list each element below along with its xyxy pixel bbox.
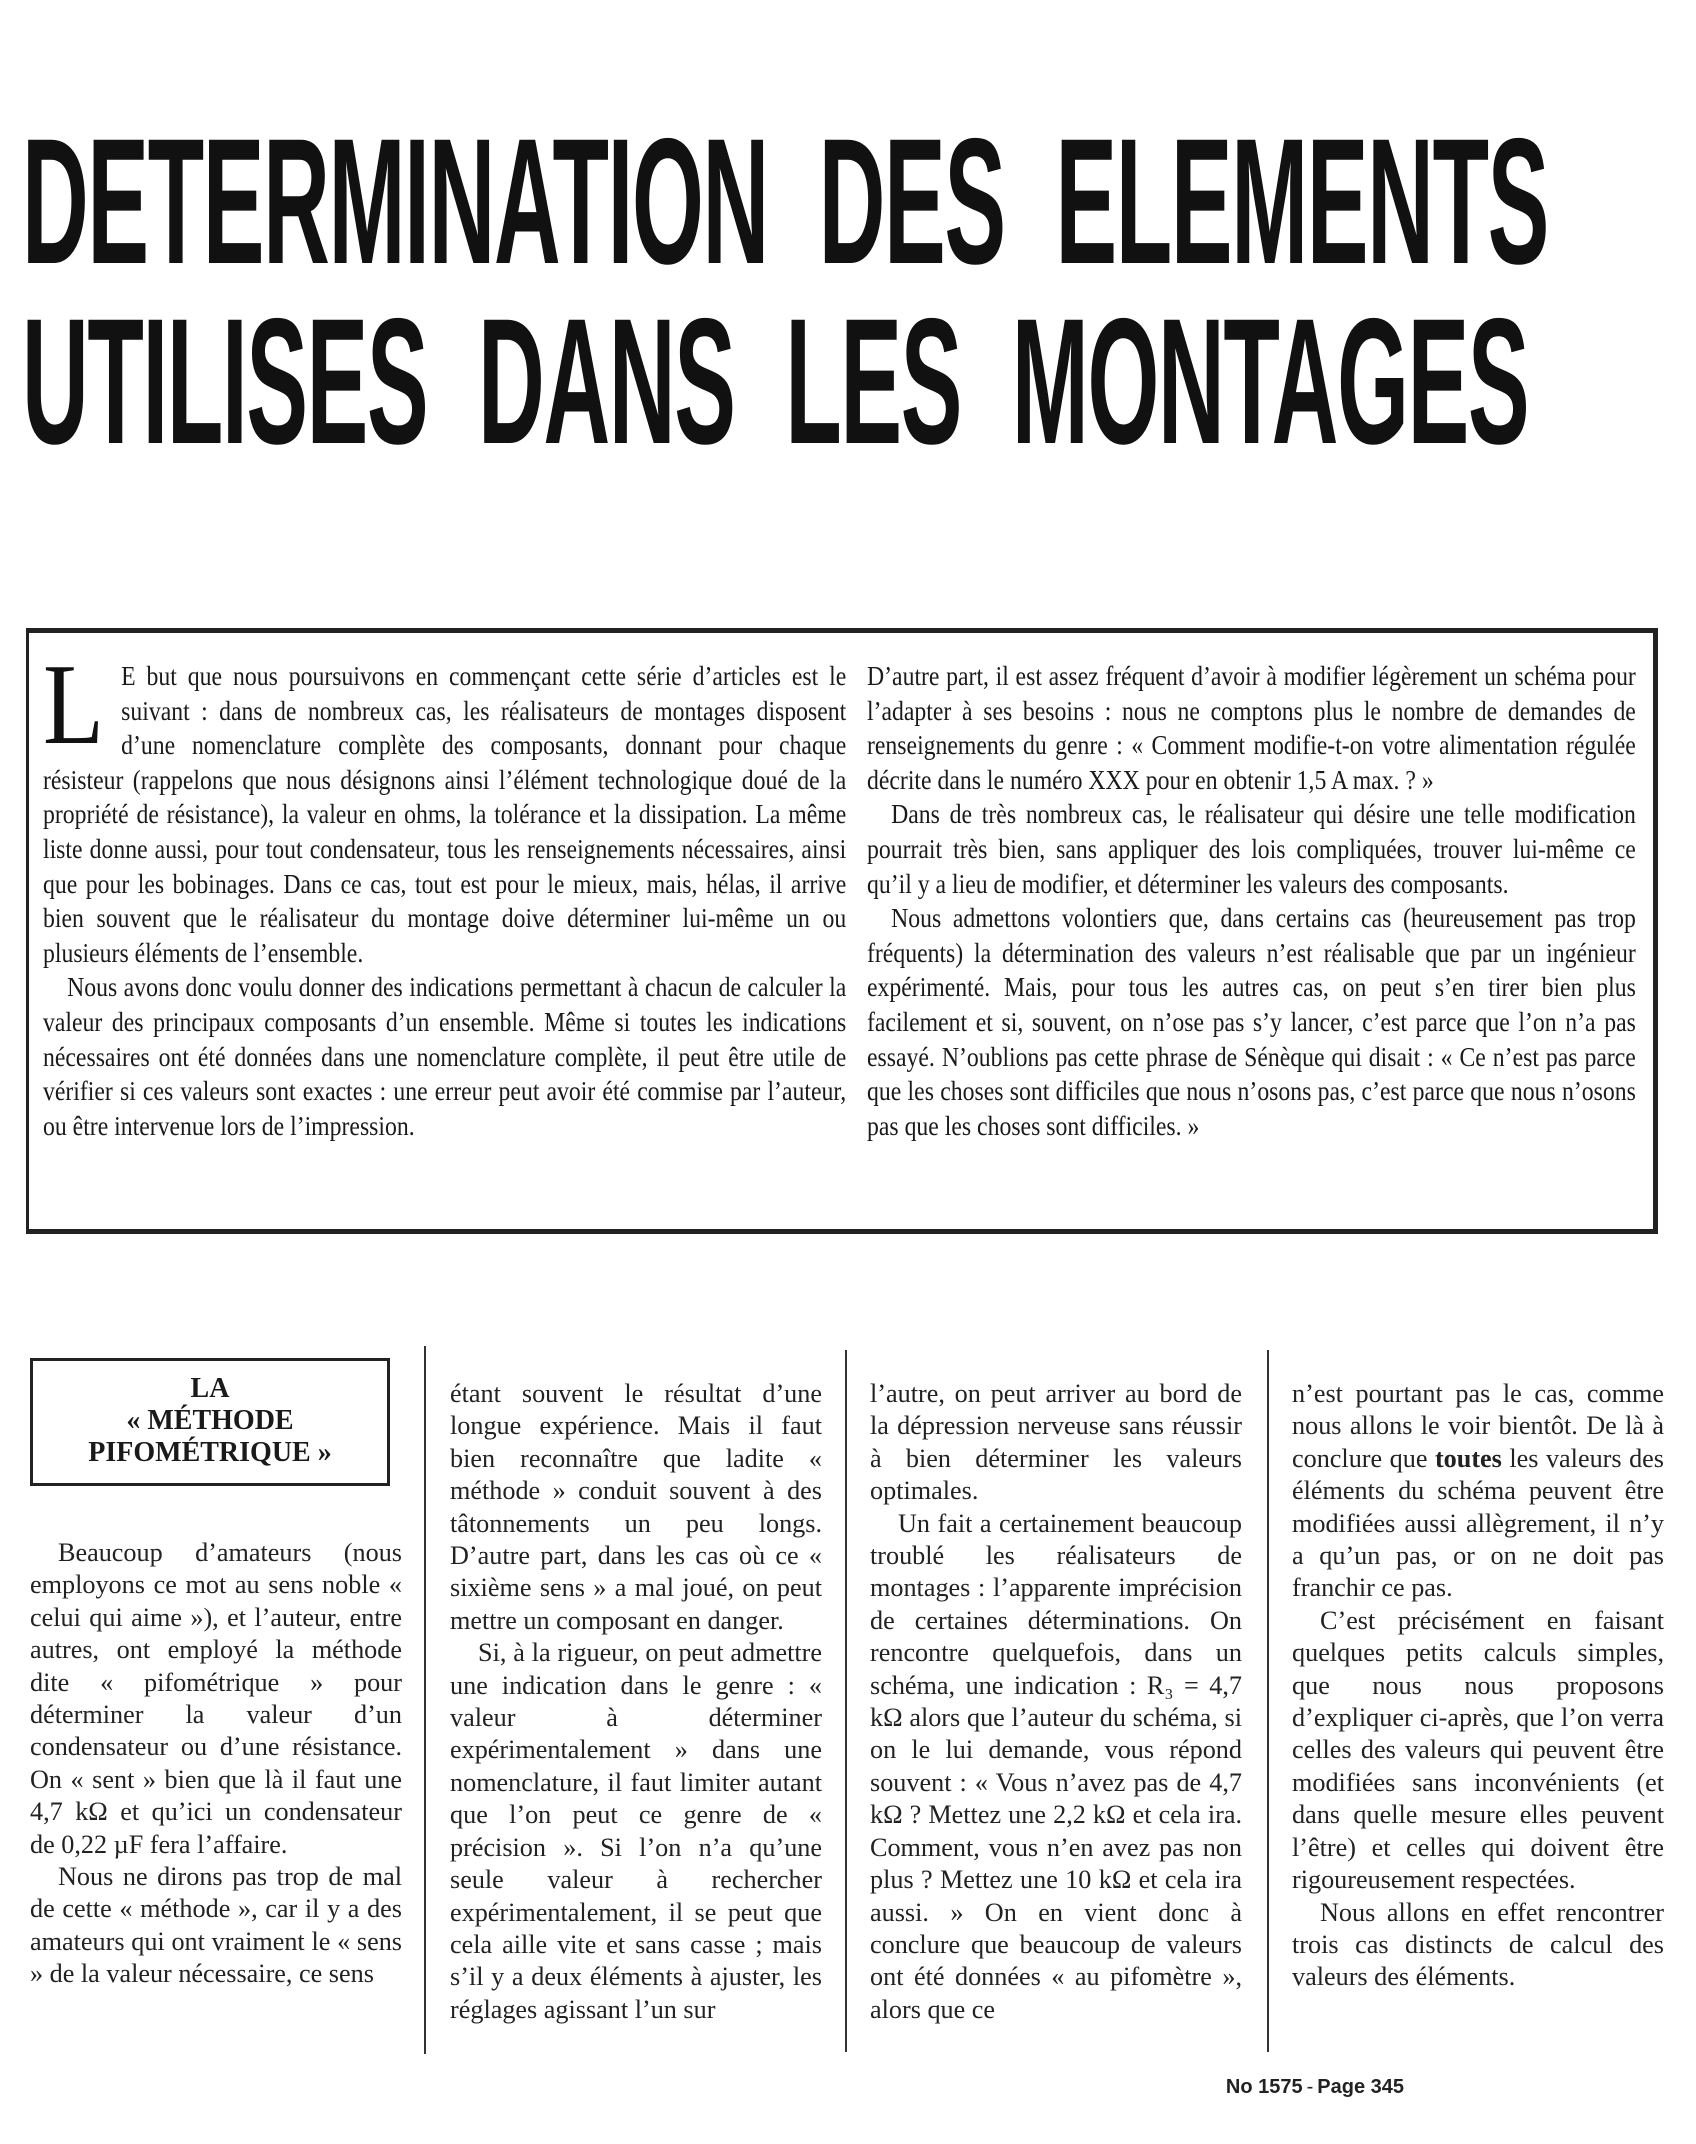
intro-paragraph-text: E but que nous poursuivons en commençant cette série d’articles est le suivant : dans de nombreux cas, les réalisateurs de montages disposent d’une nomenclature complète des composants, donnant pour chaque résisteur (rappelons que nous désignons ainsi l’élément technologique doué de la propriété de résistance), la valeur en ohms, la tolérance et la dissipation. La même liste donne aussi, pour tout condensateur, tous les renseignements nécessaires, ainsi que pour les bobinages. Dans ce cas, tout est pour le mieux, mais, hélas, il arrive bien souvent que le réalisateur du montage doive déterminer lui-même un ou plusieurs éléments de l’ensemble.: [43, 660, 847, 968]
drop-cap: L: [43, 641, 104, 769]
column-divider: [845, 1350, 847, 2052]
body-paragraph: [1292, 1378, 1664, 1605]
body-text: n’est pourtant pas le cas, comme nous allons le voir bientôt. De là à conclure que: [1292, 1379, 1664, 1473]
intro-right-column: [867, 659, 1636, 1143]
body-column-4: [1292, 1378, 1664, 1994]
body-paragraph: Si, à la rigueur, on peut admettre une indication dans le genre : « valeur à déterminer expérimentalement » dans une nomenclature, il faut limiter autant que l’on peut ce genre de « précision ». Si l’on n’a qu’une seule valeur à rechercher expérimentalement, il se peut que cela aille vite et sans casse ; mais s’il y a deux éléments à ajuster, les réglages agissant l’un sur: [450, 1638, 822, 2024]
article-title-line-2: UTILISES DANS LES MONTAGES: [22, 280, 1529, 482]
intro-paragraph: D’autre part, il est assez fréquent d’avoir à modifier légèrement un schéma pour l’adapter à ses besoins : nous ne comptons plus le nombre de demandes de renseignements du genre : « Comment modifie-t-on votre alimentation régulée décrite dans le numéro XXX pour en obtenir 1,5 A max. ? »: [867, 660, 1636, 795]
page-number: Page 345: [1317, 2076, 1404, 2098]
intro-paragraph: Nous admettons volontiers que, dans certains cas (heureusement pas trop fréquents) la détermination des valeurs n’est réalisable que par un ingénieur expérimenté. Mais, pour tous les autres cas, on peut s’en tirer bien plus facilement et si, souvent, on n’ose pas s’y lancer, c’est parce que l’on n’a pas essayé. N’oublions pas cette phrase de Sénèque qui disait : « Ce n’est pas parce que les choses sont difficiles que nous n’osons pas, c’est parce que nous n’osons pas que les choses sont difficiles. »: [867, 902, 1636, 1141]
body-column-2: [450, 1378, 822, 2026]
body-paragraph: l’autre, on peut arriver au bord de la dépression nerveuse sans réussir à bien déterminer les valeurs optimales.: [870, 1379, 1242, 1506]
body-column-3: [870, 1378, 1242, 2026]
body-paragraph: C’est précisément en faisant quelques petits calculs simples, que nous nous proposons d’expliquer ci-après, que l’on verra celles des valeurs qui peuvent être modifiées sans inconvénients (et dans quelle mesure elles peuvent l’être) et celles qui doivent être rigoureusement respectées.: [1292, 1605, 1664, 1895]
section-heading-line: « MÉTHODE: [126, 1405, 294, 1436]
section-heading-line: PIFOMÉTRIQUE »: [88, 1437, 332, 1468]
intro-left-column: [43, 641, 847, 1143]
intro-paragraph: Dans de très nombreux cas, le réalisateur qui désire une telle modification pourrait très bien, sans appliquer des lois compliquées, trouver lui-même ce qu’il y a lieu de modifier, et déterminer les valeurs des composants.: [867, 798, 1636, 899]
article-title-line-1: DETERMINATION DES ELEMENTS: [22, 100, 1549, 302]
body-paragraph: Nous allons en effet rencontrer trois cas distincts de calcul des valeurs des éléments.: [1292, 1897, 1664, 1992]
intro-paragraph: Nous avons donc voulu donner des indications permettant à chacun de calculer la valeur des principaux composants d’un ensemble. Même si toutes les indications nécessaires ont été données dans une nomenclature complète, il peut être utile de vérifier si ces valeurs sont exactes : une erreur peut avoir été commise par l’auteur, ou être intervenue lors de l’impression.: [43, 971, 847, 1141]
section-heading-line: LA: [190, 1373, 230, 1404]
body-paragraph: Beaucoup d’amateurs (nous employons ce mot au sens noble « celui qui aime »), et l’auteur, entre autres, ont employé la méthode dite « pifométrique » pour déterminer la valeur d’un condensateur ou d’une résistance. On « sent » bien que là il faut une 4,7 kΩ et qu’ici un condensateur de 0,22 µF fera l’affaire.: [30, 1538, 402, 1859]
footer-separator: -: [1306, 2076, 1314, 2098]
column-divider: [1267, 1350, 1269, 2052]
intro-frame: [26, 628, 1658, 1234]
body-paragraph: Un fait a certainement beaucoup troublé les réalisateurs de montages : l’apparente imprécision de certaines déterminations. On rencontre quelquefois, dans un schéma, une indication : R₃ = 4,7 kΩ alors que l’auteur du schéma, si on le lui demande, vous répond souvent : « Vous n’avez pas de 4,7 kΩ ? Mettez une 2,2 kΩ et cela ira. Comment, vous n’en avez pas non plus ? Mettez une 10 kΩ et cela ira aussi. » On en vient donc à conclure que beaucoup de valeurs ont été données « au pifomètre », alors que ce: [870, 1508, 1242, 2024]
section-heading-box: [30, 1358, 390, 1486]
body-text: les valeurs des éléments du schéma peuvent être modifiées aussi allègrement, il n’y a qu’un pas, or on ne doit pas franchir ce pas.: [1292, 1443, 1664, 1603]
emphasis-text: toutes: [1434, 1443, 1502, 1473]
body-paragraph: Nous ne dirons pas trop de mal de cette « méthode », car il y a des amateurs qui ont vraiment le « sens » de la valeur nécessaire, ce sens: [30, 1862, 402, 1989]
issue-number: No 1575: [1225, 2076, 1303, 2098]
intro-paragraph: [43, 641, 847, 970]
page-footer: [1226, 2076, 1404, 2099]
column-divider: [424, 1346, 426, 2054]
body-paragraph: étant souvent le résultat d’une longue expérience. Mais il faut bien reconnaître que ladite « méthode » conduit souvent à des tâtonnements un peu longs. D’autre part, dans les cas où ce « sixième sens » a mal joué, on peut mettre un composant en danger.: [450, 1379, 822, 1635]
body-column-1: [30, 1537, 402, 1991]
